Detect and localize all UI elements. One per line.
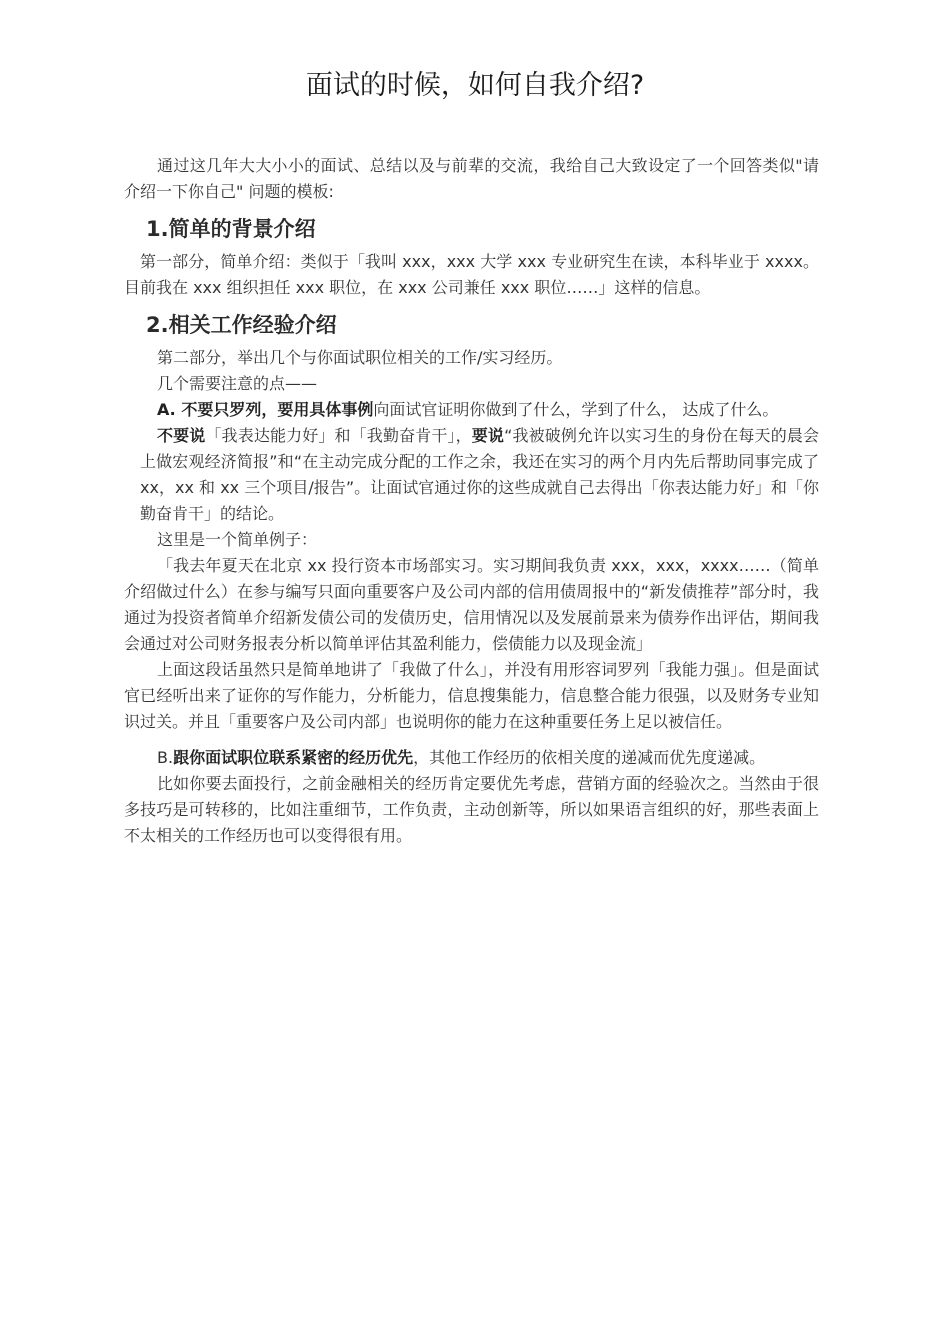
section-2-line-2: 几个需要注意的点—— <box>157 374 318 393</box>
example-intro: 这里是一个简单例子： <box>157 530 318 549</box>
document-body <box>124 153 819 849</box>
section-1-body: 第一部分，简单介绍：类似于「我叫 xxx，xxx 大学 xxx 专业研究生在读，本科毕业于 xxxx。目前我在 xxx 组织担任 xxx 职位，在 xxx 公司兼任 xxx 职位……」这样的信息。 <box>124 252 819 297</box>
page-title: 面试的时候，如何自我介绍? <box>305 70 645 101</box>
section-1-heading: 1.简单的背景介绍 <box>146 217 316 241</box>
section-2-line-1: 第二部分，举出几个与你面试职位相关的工作/实习经历。 <box>157 348 563 367</box>
dont-label: 不要说 <box>157 426 206 445</box>
do-text: “我被破例允许以实习生的身份在每天的晨会上做宏观经济简报”和“在主动完成分配的工作之余，我还在实习的两个月内先后帮助同事完成了 xx，xx 和 xx 三个项目/报告”。让面试官通过你的这些成就自己去得出「你表达能力好」和「你勤奋肯干」的结论。 <box>140 426 819 523</box>
point-a-rest: 向面试官证明你做到了什么，学到了什么， 达成了什么。 <box>373 400 779 419</box>
dont-text: 「我表达能力好」和「我勤奋肯干」， <box>205 426 472 445</box>
point-b-prefix: B. <box>157 748 174 767</box>
point-b-bold: 跟你面试职位联系紧密的经历优先 <box>173 748 414 767</box>
intro-paragraph: 通过这几年大大小小的面试、总结以及与前辈的交流，我给自己大致设定了一个回答类似"请介绍一下你自己" 问题的模板: <box>124 156 819 201</box>
section-2-heading: 2.相关工作经验介绍 <box>146 313 337 337</box>
point-b <box>124 745 819 771</box>
dont-do-paragraph <box>124 423 819 527</box>
point-a-bold: A. 不要只罗列，要用具体事例 <box>157 400 374 419</box>
point-b-rest: ，其他工作经历的依相关度的递减而优先度递减。 <box>413 748 766 767</box>
point-b-body: 比如你要去面投行，之前金融相关的经历肯定要优先考虑，营销方面的经验次之。当然由于很多技巧是可转移的，比如注重细节，工作负责，主动创新等，所以如果语言组织的好，那些表面上不太相关的工作经历也可以变得很有用。 <box>124 774 819 845</box>
example-quote: 「我去年夏天在北京 xx 投行资本市场部实习。实习期间我负责 xxx，xxx，xxxx……（简单介绍做过什么）在参与编写只面向重要客户及公司内部的信用债周报中的“新发债推荐”部分时，我通过为投资者简单介绍新发债公司的发债历史，信用情况以及发展前景来为债券作出评估，期间我会通过对公司财务报表分析以简单评估其盈利能力，偿债能力以及现金流」 <box>124 556 819 653</box>
do-label: 要说 <box>471 426 505 445</box>
analysis-paragraph: 上面这段话虽然只是简单地讲了「我做了什么」，并没有用形容词罗列「我能力强」。但是面试官已经听出来了证你的写作能力，分析能力，信息搜集能力，信息整合能力很强，以及财务专业知识过关。并且「重要客户及公司内部」也说明你的能力在这种重要任务上足以被信任。 <box>124 660 819 731</box>
point-a <box>124 397 819 423</box>
